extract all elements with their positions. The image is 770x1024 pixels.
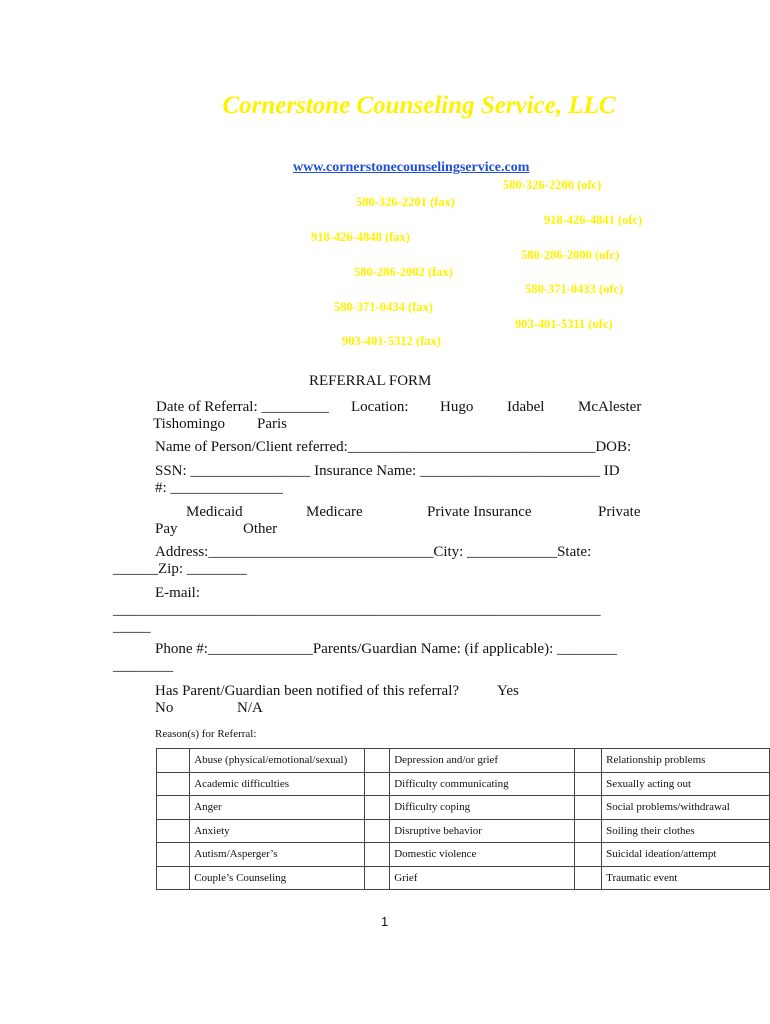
fax-number: 580-371-0434 (fax) xyxy=(334,300,433,314)
phone-number: 580-286-2000 (ofc) xyxy=(521,248,620,262)
reason-label: Couple’s Counseling xyxy=(190,866,365,890)
reason-label: Difficulty communicating xyxy=(390,772,574,796)
insurance-option-other[interactable]: Other xyxy=(243,521,278,537)
reason-checkbox[interactable] xyxy=(364,772,389,796)
email-field[interactable]: _________________________________________________________________ xyxy=(113,602,601,618)
reason-checkbox[interactable] xyxy=(574,843,601,867)
website-link[interactable]: www.cornerstonecounselingservice.com xyxy=(293,160,530,175)
insurance-option-medicare[interactable]: Medicare xyxy=(306,504,363,520)
insurance-option-private-insurance[interactable]: Private Insurance xyxy=(427,504,532,520)
reason-checkbox[interactable] xyxy=(157,843,190,867)
location-option-idabel[interactable]: Idabel xyxy=(507,399,545,415)
ssn-insurance-field[interactable]: SSN: ________________ Insurance Name: ________________________ ID xyxy=(155,463,620,479)
reason-label: Social problems/withdrawal xyxy=(602,796,770,820)
address-city-state-field[interactable]: Address:______________________________City: ____________State: xyxy=(155,544,592,560)
table-row xyxy=(157,772,770,796)
reason-label: Domestic violence xyxy=(390,843,574,867)
reason-checkbox[interactable] xyxy=(364,866,389,890)
reason-label: Soiling their clothes xyxy=(602,819,770,843)
reason-label: Grief xyxy=(390,866,574,890)
reason-label: Difficulty coping xyxy=(390,796,574,820)
guardian-field-cont[interactable]: ________ xyxy=(113,658,173,674)
notified-option-no[interactable]: No xyxy=(155,700,174,716)
insurance-option-private-pay[interactable]: Private xyxy=(598,504,641,520)
fax-number: 903-401-5312 (fax) xyxy=(342,334,441,348)
company-title: Cornerstone Counseling Service, LLC xyxy=(222,92,616,119)
reason-label: Suicidal ideation/attempt xyxy=(602,843,770,867)
reason-checkbox[interactable] xyxy=(574,796,601,820)
fax-number: 918-426-4848 (fax) xyxy=(311,230,410,244)
form-title: REFERRAL FORM xyxy=(309,373,432,389)
reason-label: Sexually acting out xyxy=(602,772,770,796)
email-label: E-mail: xyxy=(155,585,200,601)
reasons-label: Reason(s) for Referral: xyxy=(155,728,257,740)
phone-number: 580-326-2200 (ofc) xyxy=(503,178,602,192)
reason-checkbox[interactable] xyxy=(157,819,190,843)
fax-number: 580-326-2201 (fax) xyxy=(356,195,455,209)
reason-checkbox[interactable] xyxy=(574,866,601,890)
phone-number: 580-371-0433 (ofc) xyxy=(525,282,624,296)
table-row xyxy=(157,843,770,867)
location-option-mcalester[interactable]: McAlester xyxy=(578,399,642,415)
reason-checkbox[interactable] xyxy=(574,772,601,796)
location-option-hugo[interactable]: Hugo xyxy=(440,399,474,415)
table-row xyxy=(157,819,770,843)
location-option-paris[interactable]: Paris xyxy=(257,416,287,432)
reason-checkbox[interactable] xyxy=(364,843,389,867)
insurance-option-medicaid[interactable]: Medicaid xyxy=(186,504,243,520)
insurance-id-field[interactable]: #: _______________ xyxy=(155,480,283,496)
location-label: Location: xyxy=(351,399,409,415)
reason-checkbox[interactable] xyxy=(364,796,389,820)
notified-option-yes[interactable]: Yes xyxy=(497,683,519,699)
reason-label: Academic difficulties xyxy=(190,772,365,796)
client-name-dob-field[interactable]: Name of Person/Client referred:_________________________________DOB: xyxy=(155,439,632,455)
reason-label: Depression and/or grief xyxy=(390,749,574,773)
reason-label: Anger xyxy=(190,796,365,820)
table-row xyxy=(157,866,770,890)
reason-label: Relationship problems xyxy=(602,749,770,773)
reason-label: Anxiety xyxy=(190,819,365,843)
table-row xyxy=(157,749,770,773)
notified-option-na[interactable]: N/A xyxy=(237,700,263,716)
reason-label: Autism/Asperger’s xyxy=(190,843,365,867)
reason-checkbox[interactable] xyxy=(574,819,601,843)
guardian-notified-question: Has Parent/Guardian been notified of this referral? xyxy=(155,683,460,699)
reason-label: Disruptive behavior xyxy=(390,819,574,843)
email-field-cont[interactable]: _____ xyxy=(113,619,151,635)
phone-number: 918-426-4841 (ofc) xyxy=(544,213,643,227)
page-number: 1 xyxy=(381,914,389,929)
table-row xyxy=(157,796,770,820)
zip-field[interactable]: ______Zip: ________ xyxy=(113,561,247,577)
reason-checkbox[interactable] xyxy=(574,749,601,773)
reason-checkbox[interactable] xyxy=(157,749,190,773)
reason-checkbox[interactable] xyxy=(157,772,190,796)
phone-number: 903-401-5311 (ofc) xyxy=(515,317,613,331)
date-of-referral-field[interactable]: Date of Referral: _________ xyxy=(156,399,329,415)
reason-checkbox[interactable] xyxy=(364,749,389,773)
reason-checkbox[interactable] xyxy=(157,796,190,820)
fax-number: 580-286-2002 (fax) xyxy=(354,265,453,279)
reason-checkbox[interactable] xyxy=(364,819,389,843)
reason-checkbox[interactable] xyxy=(157,866,190,890)
insurance-option-private-pay-cont[interactable]: Pay xyxy=(155,521,178,537)
phone-guardian-field[interactable]: Phone #:______________Parents/Guardian Name: (if applicable): ________ xyxy=(155,641,617,657)
reasons-table xyxy=(156,748,770,890)
reason-label: Traumatic event xyxy=(602,866,770,890)
reason-label: Abuse (physical/emotional/sexual) xyxy=(190,749,365,773)
location-option-tishomingo[interactable]: Tishomingo xyxy=(153,416,225,432)
